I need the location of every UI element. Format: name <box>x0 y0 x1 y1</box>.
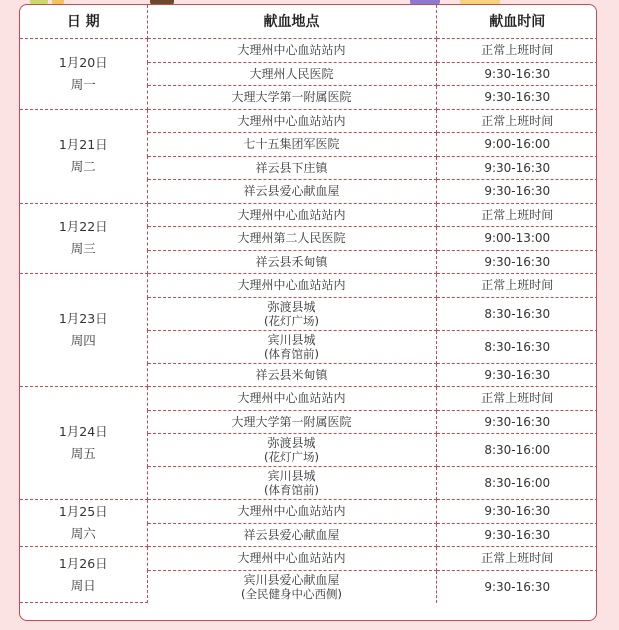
location-cell <box>147 133 436 157</box>
time-cell: 正常上班时间 <box>436 387 597 411</box>
time-cell: 9:00-16:00 <box>436 133 597 157</box>
time-cell: 8:30-16:30 <box>436 330 597 363</box>
table-body <box>20 39 597 603</box>
weekday-label: 周五 <box>70 446 96 461</box>
weekday-label: 周二 <box>70 159 96 174</box>
time-cell: 正常上班时间 <box>436 39 597 63</box>
table-row <box>20 500 597 524</box>
location-text: 大理大学第一附属医院 <box>231 414 352 429</box>
date-label: 1月23日 <box>58 311 108 326</box>
location-text: 大理州中心血站站内 <box>237 43 346 58</box>
location-text: 祥云县爱心献血屋 <box>243 184 340 199</box>
time-cell: 正常上班时间 <box>436 203 597 227</box>
table-row <box>20 109 597 133</box>
location-cell <box>147 363 436 387</box>
time-cell: 9:30-16:30 <box>436 62 597 86</box>
location-cell <box>147 467 436 500</box>
time-cell: 9:30-16:30 <box>436 523 597 547</box>
time-cell: 9:30-16:30 <box>436 363 597 387</box>
location-cell <box>147 250 436 274</box>
header-location: 献血地点 <box>147 5 436 39</box>
location-cell <box>147 387 436 411</box>
location-cell <box>147 39 436 63</box>
location-cell <box>147 180 436 204</box>
date-label: 1月24日 <box>58 424 108 439</box>
date-label: 1月26日 <box>58 555 108 571</box>
time-cell: 正常上班时间 <box>436 109 597 133</box>
location-text: 宾川县城 <box>267 332 316 347</box>
location-cell <box>147 547 436 571</box>
weekday-label: 周日 <box>70 577 96 593</box>
header-time: 献血时间 <box>436 5 597 39</box>
location-cell <box>147 570 436 603</box>
location-text: 大理州中心血站站内 <box>237 207 346 222</box>
location-cell <box>147 227 436 251</box>
time-cell: 9:30-16:30 <box>436 410 597 434</box>
table-row <box>20 203 597 227</box>
table-row <box>20 39 597 63</box>
date-cell <box>20 109 147 203</box>
location-cell <box>147 410 436 434</box>
time-cell: 9:30-16:30 <box>436 156 597 180</box>
location-text: 七十五集团军医院 <box>243 137 340 152</box>
location-text: 大理州中心血站站内 <box>237 391 346 406</box>
location-cell <box>147 297 436 330</box>
time-cell: 8:30-16:00 <box>436 467 597 500</box>
date-cell <box>20 547 147 603</box>
weekday-label: 周六 <box>70 526 96 541</box>
location-subtext: (花灯广场) <box>264 450 319 464</box>
location-cell <box>147 203 436 227</box>
blood-donation-schedule-table <box>20 5 597 603</box>
time-cell: 9:30-16:30 <box>436 180 597 204</box>
time-cell: 8:30-16:00 <box>436 434 597 467</box>
location-text: 大理州中心血站站内 <box>237 551 346 566</box>
date-label: 1月21日 <box>58 137 108 152</box>
table-row <box>20 274 597 298</box>
location-text: 弥渡县城 <box>267 299 316 314</box>
location-subtext: (全民健身中心西侧) <box>241 586 342 601</box>
weekday-label: 周三 <box>70 241 96 257</box>
table-header-row <box>20 5 597 39</box>
location-text: 大理州中心血站站内 <box>237 113 346 128</box>
location-cell <box>147 156 436 180</box>
location-cell <box>147 523 436 547</box>
location-text: 宾川县爱心献血屋 <box>243 572 340 587</box>
location-cell <box>147 330 436 363</box>
table-row <box>20 547 597 571</box>
date-label: 1月25日 <box>58 504 108 519</box>
location-text: 大理大学第一附属医院 <box>231 90 352 105</box>
location-cell <box>147 62 436 86</box>
location-text: 大理州中心血站站内 <box>237 278 346 293</box>
location-cell <box>147 274 436 298</box>
weekday-label: 周一 <box>70 76 96 92</box>
location-cell <box>147 109 436 133</box>
location-text: 祥云县禾甸镇 <box>255 254 328 269</box>
time-cell: 8:30-16:30 <box>436 297 597 330</box>
location-subtext: (花灯广场) <box>264 313 319 328</box>
location-subtext: (体育馆前) <box>264 346 319 361</box>
location-text: 祥云县爱心献血屋 <box>243 527 340 542</box>
time-cell: 正常上班时间 <box>436 547 597 571</box>
location-text: 大理州人民医院 <box>249 66 334 81</box>
date-label: 1月20日 <box>58 54 108 70</box>
location-subtext: (体育馆前) <box>264 483 319 497</box>
time-cell: 9:00-13:00 <box>436 227 597 251</box>
time-cell: 9:30-16:30 <box>436 250 597 274</box>
date-cell <box>20 203 147 274</box>
location-cell <box>147 86 436 110</box>
schedule-card <box>19 4 597 621</box>
location-text: 弥渡县城 <box>267 436 316 450</box>
location-text: 大理州第二人民医院 <box>237 231 346 246</box>
location-cell <box>147 434 436 467</box>
time-cell: 正常上班时间 <box>436 274 597 298</box>
date-label: 1月22日 <box>58 219 108 235</box>
weekday-label: 周四 <box>70 333 96 348</box>
table-row <box>20 387 597 411</box>
date-cell <box>20 500 147 547</box>
time-cell: 9:30-16:30 <box>436 500 597 524</box>
location-text: 宾川县城 <box>267 469 316 483</box>
location-cell <box>147 500 436 524</box>
location-text: 祥云县下庄镇 <box>255 160 328 175</box>
location-text: 祥云县米甸镇 <box>255 367 328 382</box>
date-cell <box>20 274 147 387</box>
time-cell: 9:30-16:30 <box>436 86 597 110</box>
header-date: 日 期 <box>20 5 147 39</box>
date-cell <box>20 39 147 110</box>
date-cell <box>20 387 147 500</box>
location-text: 大理州中心血站站内 <box>237 504 346 519</box>
time-cell: 9:30-16:30 <box>436 570 597 603</box>
